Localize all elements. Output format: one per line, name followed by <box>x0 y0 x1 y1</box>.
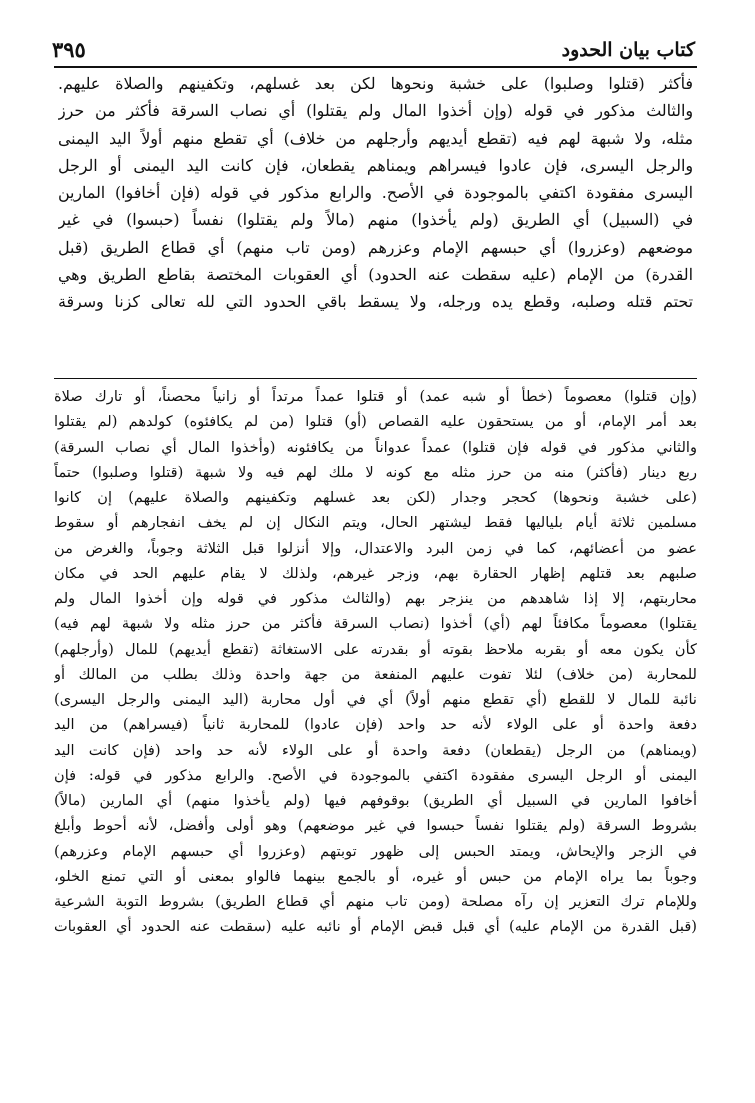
main-line: تحتم قتله وصلبه، وقطع يده ورجله، ولا يسقط باقي الحدود التي لله تعالى كزنا وسرقة <box>58 292 693 312</box>
commentary-line: (ويمناهم) من الرجل (يقطعان) دفعة واحدة أو على الولاء لأنه حد واحد (فإن كانت اليد <box>54 741 697 759</box>
commentary-line: والثاني مذكور في قوله فإن قتلوا) عمداً عدواناً من يكافئونه (وأخذوا المال أي نصاب السرقة) <box>54 438 697 456</box>
commentary-line: أخافوا المارين في السبيل أي الطريق) بوقوفهم فيها (ولم يأخذوا منهم) أي المارين (مالاً) <box>54 792 697 809</box>
commentary-line: كأن يكون معه أو بقربه ملاحظ بقوته أو بقدرته على الاستغاثة (تقطع أيديهم) للمال (وأرجلهم) <box>54 640 697 658</box>
main-line: في (السبيل) أي الطريق (ولم يأخذوا) منهم (مالاً ولم يقتلوا) نفساً (حبسوا) في غير <box>58 210 693 230</box>
commentary-line: (على خشبة ونحوها) كحجر وجدار (لكن بعد غسلهم وتكفينهم والصلاة عليهم) إن كانوا <box>54 489 697 506</box>
commentary-line: دفعة واحدة أو على الولاء لأنه حد واحد (فإن عادوا) للمحاربة ثانياً (فيسراهم) من اليد <box>54 716 697 734</box>
header-rule <box>54 66 697 68</box>
main-line: موضعهم (وعزروا) أي حبسهم الإمام وعزرهم (ومن تاب منهم) أي قطاع الطريق (قبل <box>58 237 693 257</box>
commentary-line: يقتلوا) معصوماً مكافئاً لهم (أي) أخذوا (نصاب السرقة فأكثر من حرز مثله ولا شبهة لهم فيه) <box>54 615 697 633</box>
commentary-line: اليمنى أو الرجل اليسرى مفقودة اكتفي بالموجودة في الأصح. والرابع مذكور في قوله: فإن <box>54 766 697 784</box>
commentary-line: بشروط السرقة (ولم يقتلوا نفساً حبسوا في غير موضعهم) وهو أولى وأفضل، لأنه أحوط وأبلغ <box>54 817 697 835</box>
page-header <box>52 28 695 62</box>
running-title: كتاب بيان الحدود <box>561 39 695 61</box>
commentary-line: محاربتهم، إلا إذا شاهدهم من ينزجر بهم (والثالث مذكور في قوله وإن أخذوا المال ولم <box>54 590 697 607</box>
main-line: مثله، ولا شبهة لهم فيه (تقطع أيديهم وأرجلهم من خلاف) أي تقطع منهم أولاً اليد اليمنى <box>58 128 693 148</box>
main-line: القدرة) من الإمام (عليه سقطت عنه الحدود) أي العقوبات المختصة بقاطع الطريق وهي <box>58 265 693 285</box>
commentary-line: في الزجر والإيحاش، ويمتد الحبس إلى ظهور توبتهم (وعزروا أي حبسهم الإمام وعزرهم) <box>54 842 697 860</box>
commentary-line: (قبل القدرة من الإمام عليه) أي قبل قبض الإمام أو نائبه عليه (سقطت عنه الحدود أي العقوبات <box>54 918 697 936</box>
commentary-line: صلبهم بعد قتلهم إظهار الحقارة بهم، وزجر غيرهم، ولذلك لا يقام عليهم الحد في مكان <box>54 564 697 582</box>
page-number: ٣٩٥ <box>52 37 86 62</box>
commentary-text <box>54 384 697 1074</box>
commentary-line: وللإمام ترك التعزير إن رآه مصلحة (ومن تاب منهم أي قطاع الطريق) بشروط التوبة الشرعية <box>54 893 697 910</box>
main-line: اليسرى مفقودة اكتفي بالموجودة في الأصح. والرابع مذكور في قوله (فإن أخافوا) المارين <box>58 183 693 203</box>
commentary-line: للمحاربة (من خلاف) لئلا تفوت عليهم المنفعة من جهة واحدة وذلك بطلب من المالك أو <box>54 665 697 683</box>
commentary-line: (وإن قتلوا) معصوماً (خطأ أو شبه عمد) أو قتلوا عمداً مرتداً أو زانياً محصناً، أو تارك صلاة <box>54 388 697 405</box>
main-line: فأكثر (قتلوا وصلبوا) على خشبة ونحوها لكن بعد غسلهم، وتكفينهم والصلاة عليهم. <box>58 74 693 93</box>
commentary-line: نائبة للمال لا للقطع (أي تقطع منهم أولاً) أي في أول محاربة (اليد اليمنى والرجل اليسرى) <box>54 691 697 708</box>
main-line: والرجل اليسرى، فإن عادوا فيسراهم ويمناهم يقطعان، فإن كانت اليد اليمنى أو الرجل <box>58 155 693 175</box>
commentary-line: مسلمين ثلاثة أيام بلياليها فقط ليشتهر الحال، ويتم النكال إن لم يخف انفجارهم أو سقوط <box>54 514 697 532</box>
main-text <box>58 70 693 370</box>
commentary-line: وجوباً بما يراه الإمام من حبس أو غيره، أو بالجمع بينهما فالواو بمعنى أو التي تمنع الخلو، <box>54 867 697 885</box>
commentary-line: عضو من أعضائهم، كما في زمن البرد والاعتدال، وإلا أنزلوا قبل الثلاثة وجوباً، والغرض من <box>54 539 697 557</box>
main-line: والثالث مذكور في قوله (وإن أخذوا المال ولم يقتلوا) أي نصاب السرقة فأكثر من حرز <box>58 101 693 121</box>
section-separator <box>54 378 697 379</box>
commentary-line: بعد أمر الإمام، أو من يستحقون عليه القصاص (أو) قتلوا (من لم يكافئوه) كولدهم (لم يقتلوا <box>54 413 697 431</box>
commentary-line: ربع دينار (فأكثر) منه من حرز مثله مع كونه لا ملك لهم فيه ولا شبهة (قتلوا وصلبوا) حتماً <box>54 463 697 481</box>
